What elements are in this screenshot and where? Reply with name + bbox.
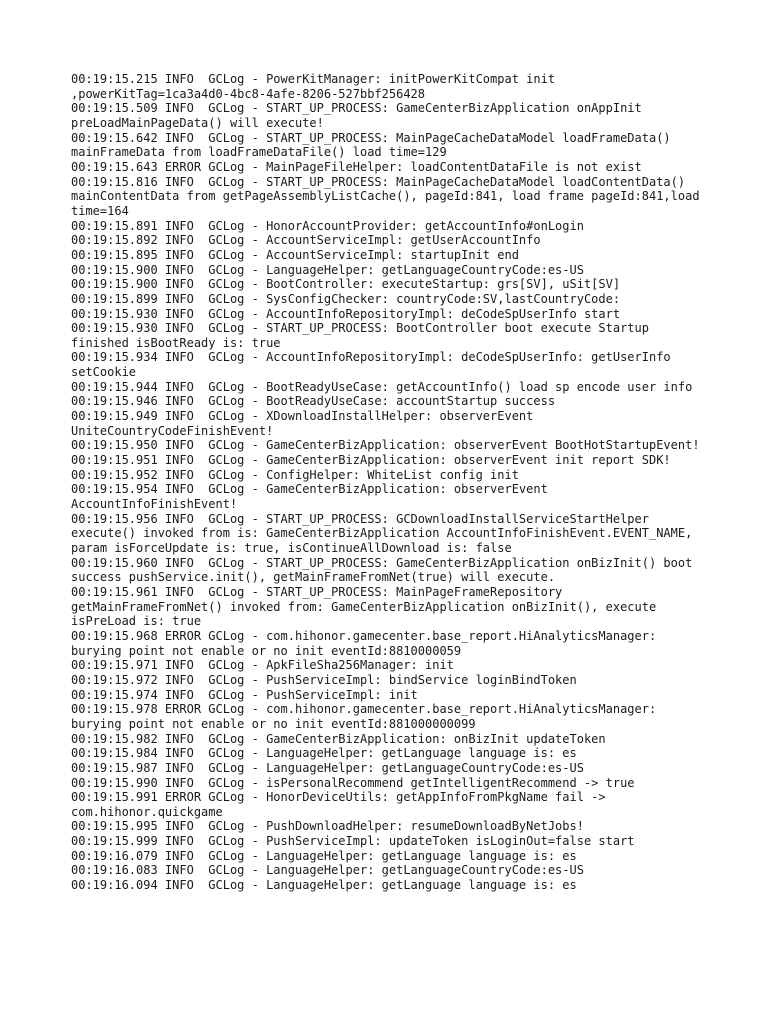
log-entry: 00:19:16.083 INFO GCLog - LanguageHelper: getLanguageCountryCode:es-US [71,863,584,878]
log-entry: 00:19:15.950 INFO GCLog - GameCenterBizApplication: observerEvent BootHotStartupEvent! [71,438,700,453]
log-entry: 00:19:15.951 INFO GCLog - GameCenterBizApplication: observerEvent init report SDK! [71,453,671,468]
log-entry: 00:19:16.094 INFO GCLog - LanguageHelper: getLanguage language is: es [71,878,577,893]
log-entry: 00:19:15.930 INFO GCLog - START_UP_PROCESS: BootController boot execute Startup finished isBootReady is: true [71,321,657,350]
log-entry: 00:19:15.978 ERROR GCLog - com.hihonor.gamecenter.base_report.HiAnalyticsManager: burying point not enable or no init eventId:881000000099 [71,702,664,731]
log-entry: 00:19:15.971 INFO GCLog - ApkFileSha256Manager: init [71,658,454,673]
log-entry: 00:19:15.946 INFO GCLog - BootReadyUseCase: accountStartup success [71,394,556,409]
log-entry: 00:19:15.954 INFO GCLog - GameCenterBizApplication: observerEvent AccountInfoFinishEvent! [71,482,556,512]
log-entry: 00:19:15.949 INFO GCLog - XDownloadInstallHelper: observerEvent UniteCountryCodeFinishEvent! [71,409,541,438]
log-entry: 00:19:15.930 INFO GCLog - AccountInfoRepositoryImpl: deCodeSpUserInfo start [71,306,621,321]
log-entry: 00:19:15.987 INFO GCLog - LanguageHelper: getLanguageCountryCode:es-US [71,760,584,775]
log-entry: 00:19:15.895 INFO GCLog - AccountServiceImpl: startupInit end [71,247,519,262]
log-entry: 00:19:15.642 INFO GCLog - START_UP_PROCESS: MainPageCacheDataModel loadFrameData() mainFrameData from loadFrameDataFile() load time=129 [71,130,678,160]
log-entry: 00:19:15.900 INFO GCLog - BootController: executeStartup: grs[SV], uSit[SV] [71,277,621,292]
log-entry: 00:19:15.509 INFO GCLog - START_UP_PROCESS: GameCenterBizApplication onAppInit preLoadMainPageData() will execute! [71,101,649,130]
log-entry: 00:19:15.899 INFO GCLog - SysConfigChecker: countryCode:SV,lastCountryCode: [71,291,621,306]
log-entry: 00:19:15.982 INFO GCLog - GameCenterBizApplication: onBizInit updateToken [71,731,606,746]
log-entry: 00:19:15.974 INFO GCLog - PushServiceImpl: init [71,687,418,702]
log-entry: 00:19:15.995 INFO GCLog - PushDownloadHelper: resumeDownloadByNetJobs! [71,819,584,834]
log-text-block [71,72,711,893]
log-entry: 00:19:15.984 INFO GCLog - LanguageHelper: getLanguage language is: es [71,746,577,761]
log-entry: 00:19:15.999 INFO GCLog - PushServiceImpl: updateToken isLoginOut=false start [71,834,635,849]
log-entry: 00:19:15.944 INFO GCLog - BootReadyUseCase: getAccountInfo() load sp encode user info [71,379,693,394]
log-entry: 00:19:15.816 INFO GCLog - START_UP_PROCESS: MainPageCacheDataModel loadContentData() mainContentData from getPageAssemblyListCache(), pageId:841, load frame pageId:841,load time=164 [71,174,707,218]
log-entry: 00:19:15.961 INFO GCLog - START_UP_PROCESS: MainPageFrameRepository getMainFrameFromNet() invoked from: GameCenterBizApplication onBizInit(), execute isPreLoad is: true [71,584,664,629]
log-entry: 00:19:15.900 INFO GCLog - LanguageHelper: getLanguageCountryCode:es-US [71,262,584,277]
log-entry: 00:19:15.956 INFO GCLog - START_UP_PROCESS: GCDownloadInstallServiceStartHelper execute() invoked from is: GameCenterBizApplication AccountInfoFinishEvent.EVENT_NAME, param isForceUpdate is: true, isContinueAllDownload is: false [71,511,700,555]
log-entry: 00:19:15.952 INFO GCLog - ConfigHelper: WhiteList config init [71,467,519,482]
log-entry: 00:19:15.972 INFO GCLog - PushServiceImpl: bindService loginBindToken [71,672,577,687]
log-entry: 00:19:15.968 ERROR GCLog - com.hihonor.gamecenter.base_report.HiAnalyticsManager: burying point not enable or no init eventId:8810000059 [71,628,664,658]
log-entry: 00:19:15.892 INFO GCLog - AccountServiceImpl: getUserAccountInfo [71,233,541,248]
log-entry: 00:19:15.991 ERROR GCLog - HonorDeviceUtils: getAppInfoFromPkgName fail -> com.hihonor.quickgame [71,790,613,819]
log-entry: 00:19:15.990 INFO GCLog - isPersonalRecommend getIntelligentRecommend -> true [71,775,635,790]
log-entry: 00:19:16.079 INFO GCLog - LanguageHelper: getLanguage language is: es [71,848,577,863]
log-entry: 00:19:15.891 INFO GCLog - HonorAccountProvider: getAccountInfo#onLogin [71,218,584,233]
log-entry: 00:19:15.215 INFO GCLog - PowerKitManager: initPowerKitCompat init ,powerKitTag=1ca3a4d0-4bc8-4afe-8206-527bbf256428 [71,72,563,101]
log-entry: 00:19:15.934 INFO GCLog - AccountInfoRepositoryImpl: deCodeSpUserInfo: getUserInfo setCookie [71,350,678,380]
log-entry: 00:19:15.960 INFO GCLog - START_UP_PROCESS: GameCenterBizApplication onBizInit() boot success pushService.init(), getMainFrameFromNet(true) will execute. [71,555,700,585]
log-entry: 00:19:15.643 ERROR GCLog - MainPageFileHelper: loadContentDataFile is not exist [71,159,642,174]
